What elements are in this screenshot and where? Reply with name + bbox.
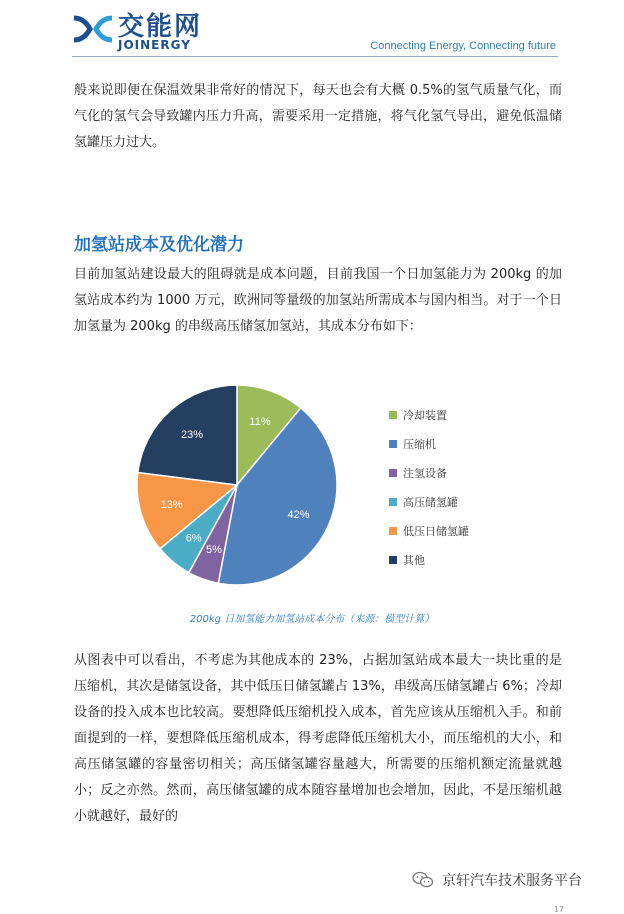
legend-item-3 bbox=[389, 458, 469, 487]
page-number: 17 bbox=[553, 905, 564, 914]
logo-english-name: JOINERGY bbox=[118, 38, 191, 52]
legend-swatch bbox=[389, 411, 397, 419]
chart-legend bbox=[389, 400, 469, 574]
legend-label: 压缩机 bbox=[403, 437, 436, 451]
pie-data-label-1: 11% bbox=[249, 416, 271, 429]
footer-account bbox=[412, 870, 582, 890]
pie-data-label-2: 42% bbox=[287, 508, 310, 521]
legend-label: 冷却装置 bbox=[403, 408, 447, 422]
legend-item-6 bbox=[389, 545, 469, 574]
header-divider bbox=[72, 56, 558, 57]
legend-label: 注氢设备 bbox=[403, 466, 447, 480]
legend-label: 其他 bbox=[403, 553, 425, 567]
logo-chinese-name: 交能网 bbox=[118, 12, 203, 42]
footer-account-name: 京轩汽车技术服务平台 bbox=[442, 873, 582, 889]
legend-label: 低压日储氢罐 bbox=[403, 524, 469, 538]
section-heading: 加氢站成本及优化潜力 bbox=[74, 235, 244, 255]
pie-data-label-4: 6% bbox=[185, 532, 202, 545]
pie-data-label-5: 13% bbox=[160, 498, 183, 511]
wechat-icon bbox=[412, 871, 434, 889]
legend-item-4 bbox=[389, 487, 469, 516]
legend-label: 高压储氢罐 bbox=[403, 495, 458, 509]
legend-swatch bbox=[389, 440, 397, 448]
page-header bbox=[0, 0, 624, 62]
legend-swatch bbox=[389, 498, 397, 506]
legend-swatch bbox=[389, 469, 397, 477]
chart-caption: 200kg 日加氢能力加氢站成本分布（来源：模型计算） bbox=[189, 614, 435, 625]
header-tagline: Connecting Energy, Connecting future bbox=[370, 40, 556, 52]
legend-item-5 bbox=[389, 516, 469, 545]
intro-paragraph: 般来说即便在保温效果非常好的情况下，每天也会有大概 0.5%的氢气质量气化，而气化的氢气会导致罐内压力升高，需要采用一定措施，将气化氢气导出，避免低温储氢罐压力过大。 bbox=[74, 83, 562, 150]
joinergy-logo-icon bbox=[72, 12, 114, 46]
legend-item-1 bbox=[389, 400, 469, 429]
legend-swatch bbox=[389, 527, 397, 535]
legend-item-2 bbox=[389, 429, 469, 458]
pie-data-label-6: 23% bbox=[181, 428, 204, 441]
pie-data-label-3: 5% bbox=[206, 543, 222, 556]
analysis-paragraph: 从图表中可以看出，不考虑为其他成本的 23%，占据加氢站成本最大一块比重的是压缩机，其次是储氢设备，其中低压日储氢罐占 13%，串级高压储氢罐占 6%；冷却设备的投入成本也比较高。要想降低压缩机投入成本，首先应该从压缩机入手。和前面提到的一样，要想降低压缩机成本，得考虑降低压缩机大小，而压缩机的大小，和高压储氢罐的容量密切相关；高压储氢罐容量越大，所需要的压缩机额定流量就越小；反之亦然。然而，高压储氢罐的成本随容量增加也会增加，因此，不是压缩机越小就越好，最好的 bbox=[74, 653, 562, 824]
cost-intro-paragraph: 目前加氢站建设最大的阻碍就是成本问题，目前我国一个日加氢能力为 200kg 的加氢站成本约为 1000 万元，欧洲同等量级的加氢站所需成本与国内相当。对于一个日加氢量为 200kg 的串级高压储氢加氢站，其成本分布如下： bbox=[74, 267, 562, 334]
legend-swatch bbox=[389, 556, 397, 564]
